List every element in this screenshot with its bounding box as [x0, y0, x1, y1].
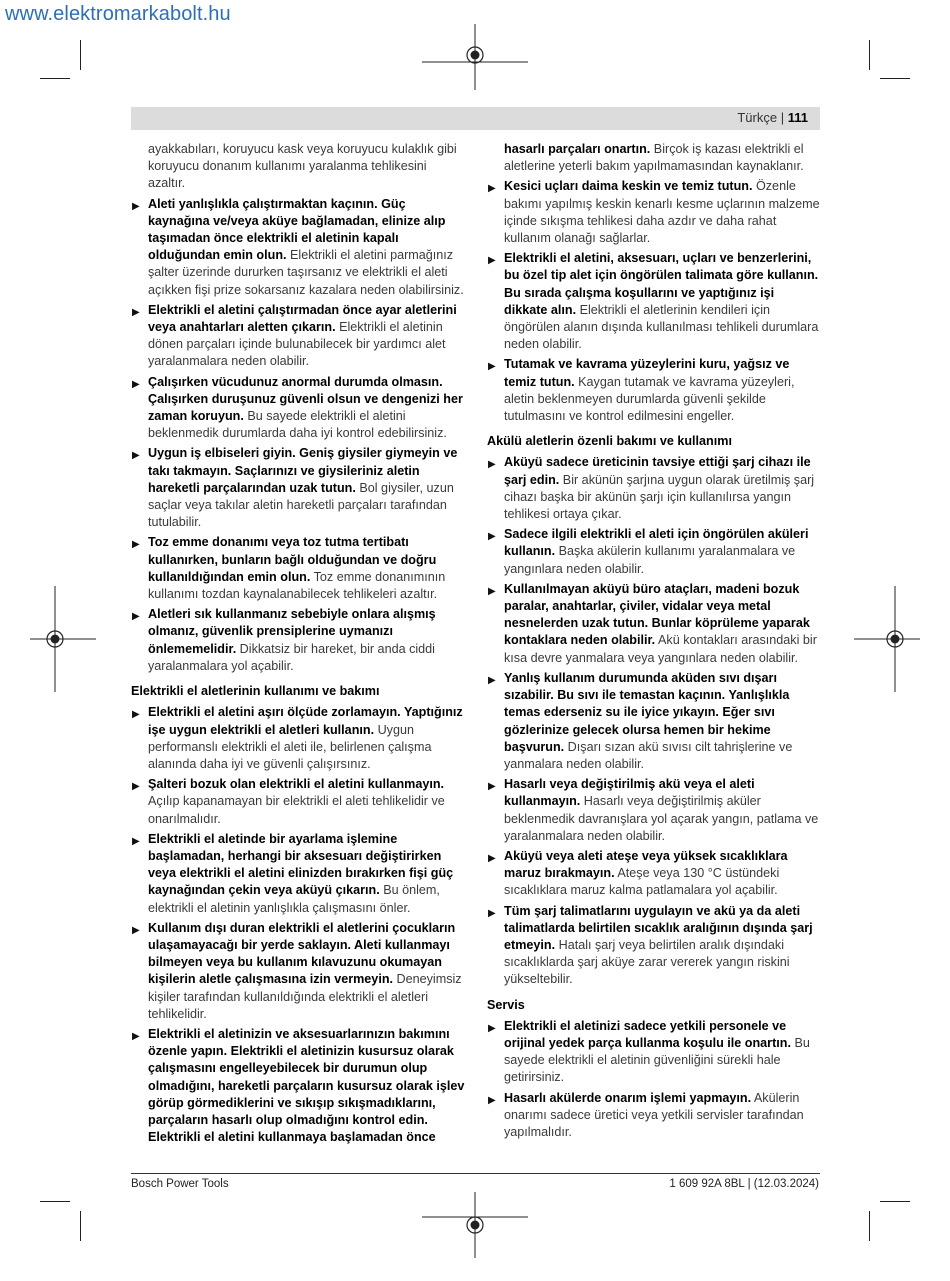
page-number: 111 — [787, 110, 808, 125]
bullet-arrow-icon: ▶ — [488, 361, 496, 373]
bullet-normal-text: Dışarı sızan akü sıvısı cilt tahrişlerine ve yanmalara neden olabilir. — [504, 739, 793, 771]
bullet-bold-text: Tutamak ve kavrama yüzeylerini kuru, yağsız ve temiz tutun. — [504, 357, 790, 389]
bullet-bold-text: Aküyü sadece üreticinin tavsiye ettiği şarj cihazı ile şarj edin. — [504, 455, 811, 487]
registration-mark-icon — [30, 586, 96, 692]
bullet-bold-text: Hasarlı akülerde onarım işlemi yapmayın. — [504, 1090, 752, 1105]
crop-mark — [869, 40, 870, 70]
bullet-arrow-icon: ▶ — [132, 611, 140, 623]
bullet-bold-text: Elektrikli el aletini çalıştırmadan önce ayar aletlerini veya anahtarları aletten çıkarın. — [148, 302, 457, 335]
bullet-arrow-icon: ▶ — [132, 200, 140, 212]
bullet-item — [487, 250, 821, 353]
crop-mark — [880, 78, 910, 79]
bullet-arrow-icon: ▶ — [132, 306, 140, 318]
bullet-bold-text: Toz emme donanımı veya toz tutma tertibatı kullanırken, bunların bağlı olduğundan ve doğru kullanıldığından emin olun. — [148, 535, 437, 584]
bullet-item — [131, 534, 465, 603]
bullet-normal-text: Elektrikli el aletinin dönen parçaları içinde bulunabilecek bir yardımcı alet yaralanmalara neden olabilir. — [148, 320, 446, 369]
bullet-arrow-icon: ▶ — [132, 450, 140, 462]
footer-divider — [131, 1173, 820, 1174]
bullet-item — [131, 704, 465, 773]
bullet-bold-text: Şalteri bozuk olan elektrikli el aletini kullanmayın. — [148, 777, 445, 792]
bullet-arrow-icon: ▶ — [132, 1030, 140, 1042]
footer-doc-number: 1 609 92A 8BL | (12.03.2024) — [669, 1178, 819, 1190]
bullet-bold-text: Uygun iş elbiseleri giyin. Geniş giysiler giymeyin ve takı takmayın. Saçlarınızı ve giysileriniz aletin hareketli parçalarından uzak tutun. — [148, 446, 458, 495]
bullet-normal-text: Uygun performanslı elektrikli el aleti ile, belirlenen çalışma alanında daha iyi ve güvenli çalışırsınız. — [148, 722, 432, 771]
header-language: Türkçe — [737, 110, 778, 125]
bullet-bold-text: Kesici uçları daima keskin ve temiz tutun. — [504, 179, 753, 194]
bullet-normal-text: Bir akünün şarjına uygun olarak üretilmiş şarj cihazı başka bir akünün şarjı için kullanılırsa yangın tehlikesi ortaya çıkar. — [504, 472, 815, 522]
bullet-bold-text: Elektrikli el aletini, aksesuarı, uçları ve benzerlerini, bu özel tip alet için öngörülen talimata göre kullanın. Bu sırada çalışma koşullarını ve yaptığınız işi dikkate alın. — [504, 251, 819, 317]
continuation-normal: Birçok iş kazası elektrikli el aletlerine yeterli bakım yapılmamasından kaynaklanır. — [504, 142, 804, 174]
bullet-normal-text: Özenle bakımı yapılmış keskin kenarlı kesme uçlarının malzeme içinde sıkışma tehlikesi daha azdır ve daha rahat kullanım olanağı sağlarlar. — [504, 179, 820, 246]
bullet-arrow-icon: ▶ — [488, 907, 496, 919]
bullet-arrow-icon: ▶ — [132, 539, 140, 551]
right-section2-items-list — [487, 1018, 821, 1141]
bullet-arrow-icon: ▶ — [488, 255, 496, 267]
bullet-normal-text: Başka akülerin kullanımı yaralanmalara ve yangınlara neden olabilir. — [504, 544, 796, 576]
bullet-normal-text: Bu sayede elektrikli el aletini beklenmedik durumlarda daha iyi kontrol edebilirsiniz. — [148, 409, 447, 441]
left-section-items-list — [131, 704, 465, 1146]
bullet-normal-text: Dikkatsiz bir hareket, bir anda ciddi yaralanmalara yol açabilir. — [148, 641, 435, 673]
bullet-item — [487, 903, 821, 989]
header-text — [737, 110, 808, 125]
bullet-normal-text: Kaygan tutamak ve kavrama yüzeyleri, aletin beklenmeyen durumlarda güvenli şekilde tutulmasını ve kontrol edilmesini engeller. — [504, 374, 795, 424]
bullet-arrow-icon: ▶ — [132, 924, 140, 936]
bullet-arrow-icon: ▶ — [488, 852, 496, 864]
bullet-arrow-icon: ▶ — [132, 709, 140, 721]
bullet-item — [487, 776, 821, 845]
bullet-bold-text: Aleti yanlışlıkla çalıştırmaktan kaçının. Güç kaynağına ve/veya aküye bağlamadan, elinize alıp taşımadan önce elektrikli el aletinin kapalı olduğundan emin olun. — [148, 196, 446, 263]
crop-mark — [869, 1211, 870, 1241]
bullet-arrow-icon: ▶ — [488, 459, 496, 471]
crop-mark — [80, 1211, 81, 1241]
bullet-bold-text: Hasarlı veya değiştirilmiş akü veya el aleti kullanmayın. — [504, 777, 755, 809]
bullet-normal-text: Açılıp kapanamayan bir elektrikli el aleti tehlikelidir ve onarılmalıdır. — [148, 794, 445, 826]
bullet-arrow-icon: ▶ — [488, 183, 496, 195]
right-items-list — [487, 178, 821, 425]
bullet-arrow-icon: ▶ — [488, 585, 496, 597]
bullet-normal-text: Elektrikli el aletini parmağınız şalter üzerinde dururken taşırsanız ve elektrikli el aleti açıkken fişi prize sokarsanız kazalara neden olabilirsiniz. — [148, 248, 464, 297]
bullet-item — [487, 178, 821, 247]
bullet-bold-text: Elektrikli el aletinizin ve aksesuarlarınızın bakımını özenle yapın. Elektrikli el aletinizin kusursuz olarak çalışmasını engelleyebilecek bir durumun olup olmadığını, hareketli parçaların kusursuz olarak işlev görüp görmediklerini ve sıkışıp sıkışmadıklarını, parçaların hasarlı olup olmadığını kontrol edin. Elektrikli el aletini kullanmaya başlamadan önce — [148, 1026, 465, 1145]
registration-mark-icon — [854, 586, 920, 692]
bullet-arrow-icon: ▶ — [132, 781, 140, 793]
section-title: Servis — [487, 997, 525, 1012]
header-separator: | — [780, 110, 785, 125]
crop-mark — [40, 1201, 70, 1202]
bullet-bold-text: Aküyü veya aleti ateşe veya yüksek sıcaklıklara maruz bırakmayın. — [504, 848, 788, 881]
bullet-bold-text: Elektrikli el aletinde bir ayarlama işlemine başlamadan, herhangi bir aksesuarı değiştirirken veya elektrikli el aletini elinizden bırakırken fişi güç kaynağından çekin veya aküyü çıkarın. — [148, 831, 454, 898]
bullet-normal-text: Bu sayede elektrikli el aletinin güvenliğini sürekli hale getirirsiniz. — [504, 1035, 810, 1085]
crop-mark — [40, 78, 70, 79]
left-items-list — [131, 196, 465, 675]
bullet-normal-text: Hatalı şarj veya belirtilen aralık dışındaki sıcaklıklarda şarj aküye zarar vererek yangın riskini yükseltebilir. — [504, 937, 790, 987]
bullet-normal-text: Toz emme donanımının kullanımı tozdan kaynalanabilecek tehlikeleri azaltır. — [148, 569, 446, 602]
bullet-normal-text: Deneyimsiz kişiler tarafından kullanıldığında elektrikli el aletleri tehlikelidir. — [148, 972, 462, 1021]
bullet-normal-text: Bol giysiler, uzun saçlar veya takılar aletin hareketli parçaları tarafından tutulabilir. — [148, 480, 454, 530]
bullet-item — [131, 302, 465, 371]
bullet-normal-text: Bu önlem, elektrikli el aletinin yanlışlıkla çalışmasını önler. — [148, 883, 440, 915]
bullet-arrow-icon: ▶ — [132, 835, 140, 847]
footer-brand: Bosch Power Tools — [131, 1178, 229, 1190]
continuation-bold: hasarlı parçaları onartın. — [504, 142, 651, 156]
bullet-item — [131, 374, 465, 443]
bullet-bold-text: Kullanılmayan aküyü büro ataçları, madeni bozuk paralar, anahtarlar, çiviler, vidalar veya metal nesnelerden uzak tutun. Bunlar köprüleme yaparak kontaklara neden olabilir. — [504, 581, 810, 648]
bullet-item — [131, 606, 465, 675]
bullet-item — [487, 1090, 821, 1142]
section-title: Akülü aletlerin özenli bakımı ve kullanımı — [487, 434, 732, 449]
bullet-item — [487, 454, 821, 523]
bullet-bold-text: Elektrikli el aletini aşırı ölçüde zorlamayın. Yaptığınız işe uygun elektrikli el aletleri kullanın. — [148, 705, 463, 737]
bullet-arrow-icon: ▶ — [488, 531, 496, 543]
bullet-bold-text: Tüm şarj talimatlarını uygulayın ve akü ya da aleti talimatlarda belirtilen sıcaklık aralığının dışında şarj etmeyin. — [504, 903, 813, 952]
bullet-item — [131, 831, 465, 917]
bullet-normal-text: Ateşe veya 130 °C üstündeki sıcaklıklara maruz kalma patlamalara yol açabilir. — [504, 866, 780, 898]
bullet-item — [487, 581, 821, 667]
bullet-arrow-icon: ▶ — [132, 378, 140, 390]
bullet-bold-text: Elektrikli el aletinizi sadece yetkili personele ve orijinal yedek parça kullanma koşulu ile onartın. — [504, 1018, 791, 1050]
bullet-bold-text: Yanlış kullanım durumunda aküden sıvı dışarı sızabilir. Bu sıvı ile temastan kaçının. Yanlışlıkla temas ederseniz su ile iyice yıkayın. Eğer sıvı gözlerinize gelecek olursa hemen bir hekime başvurun. — [504, 670, 790, 754]
bullet-item — [487, 356, 821, 425]
bullet-item — [487, 526, 821, 578]
crop-mark — [880, 1201, 910, 1202]
continuation-text — [487, 141, 821, 175]
bullet-bold-text: Sadece ilgili elektrikli el aleti için öngörülen aküleri kullanın. — [504, 527, 809, 559]
bullet-bold-text: Çalışırken vücudunuz anormal durumda olmasın. Çalışırken duruşunuz güvenli olsun ve dengenizi her zaman koruyun. — [148, 374, 463, 424]
bullet-item — [487, 1018, 821, 1087]
bullet-normal-text: Elektrikli el aletlerinin kendileri için öngörülen alanın dışında kullanılması tehlikeli durumlara neden olabilir. — [504, 302, 819, 352]
bullet-item — [131, 1026, 465, 1146]
bullet-item — [131, 196, 465, 299]
bullet-item — [131, 776, 465, 828]
bullet-normal-text: Akü kontakları arasındaki bir kısa devre yanmalara veya yangınlara neden olabilir. — [504, 633, 817, 665]
section-title: Elektrikli el aletlerinin kullanımı ve bakımı — [131, 684, 380, 699]
bullet-bold-text: Kullanım dışı duran elektrikli el aletlerini çocukların ulaşamayacağı bir yerde saklayın. Aleti kullanmayı bilmeyen veya bu kullanım kılavuzunu okumayan kişilerin aletle çalışmasına izin vermeyin. — [148, 920, 456, 987]
registration-mark-icon — [422, 24, 528, 90]
right-section1-items-list — [487, 454, 821, 988]
bullet-arrow-icon: ▶ — [488, 781, 496, 793]
registration-mark-icon — [422, 1192, 528, 1258]
bullet-arrow-icon: ▶ — [488, 1022, 496, 1034]
crop-mark — [80, 40, 81, 70]
bullet-bold-text: Aletleri sık kullanmanız sebebiyle onlara alışmış olmanız, güvenlik prensiplerine uymanızı önlememelidir. — [148, 607, 436, 656]
bullet-item — [131, 445, 465, 531]
bullet-arrow-icon: ▶ — [488, 674, 496, 686]
bullet-item — [487, 670, 821, 773]
bullet-normal-text: Hasarlı veya değiştirilmiş aküler beklenmedik davranışlara yol açarak yangın, patlama ve yaralanmalara neden olabilir. — [504, 794, 819, 843]
intro-text: ayakkabıları, koruyucu kask veya koruyucu kulaklık gibi koruyucu donanım kullanımı yaralanma tehlikesini azaltır. — [148, 142, 457, 191]
bullet-item — [487, 848, 821, 900]
left-column — [131, 141, 465, 1149]
watermark-link[interactable]: www.elektromarkabolt.hu — [5, 3, 231, 25]
bullet-arrow-icon: ▶ — [488, 1094, 496, 1106]
bullet-normal-text: Akülerin onarımı sadece üretici veya yetkili servisler tarafından yapılmalıdır. — [504, 1090, 804, 1139]
bullet-item — [131, 920, 465, 1023]
right-column — [487, 141, 821, 1144]
page-header — [131, 107, 820, 130]
